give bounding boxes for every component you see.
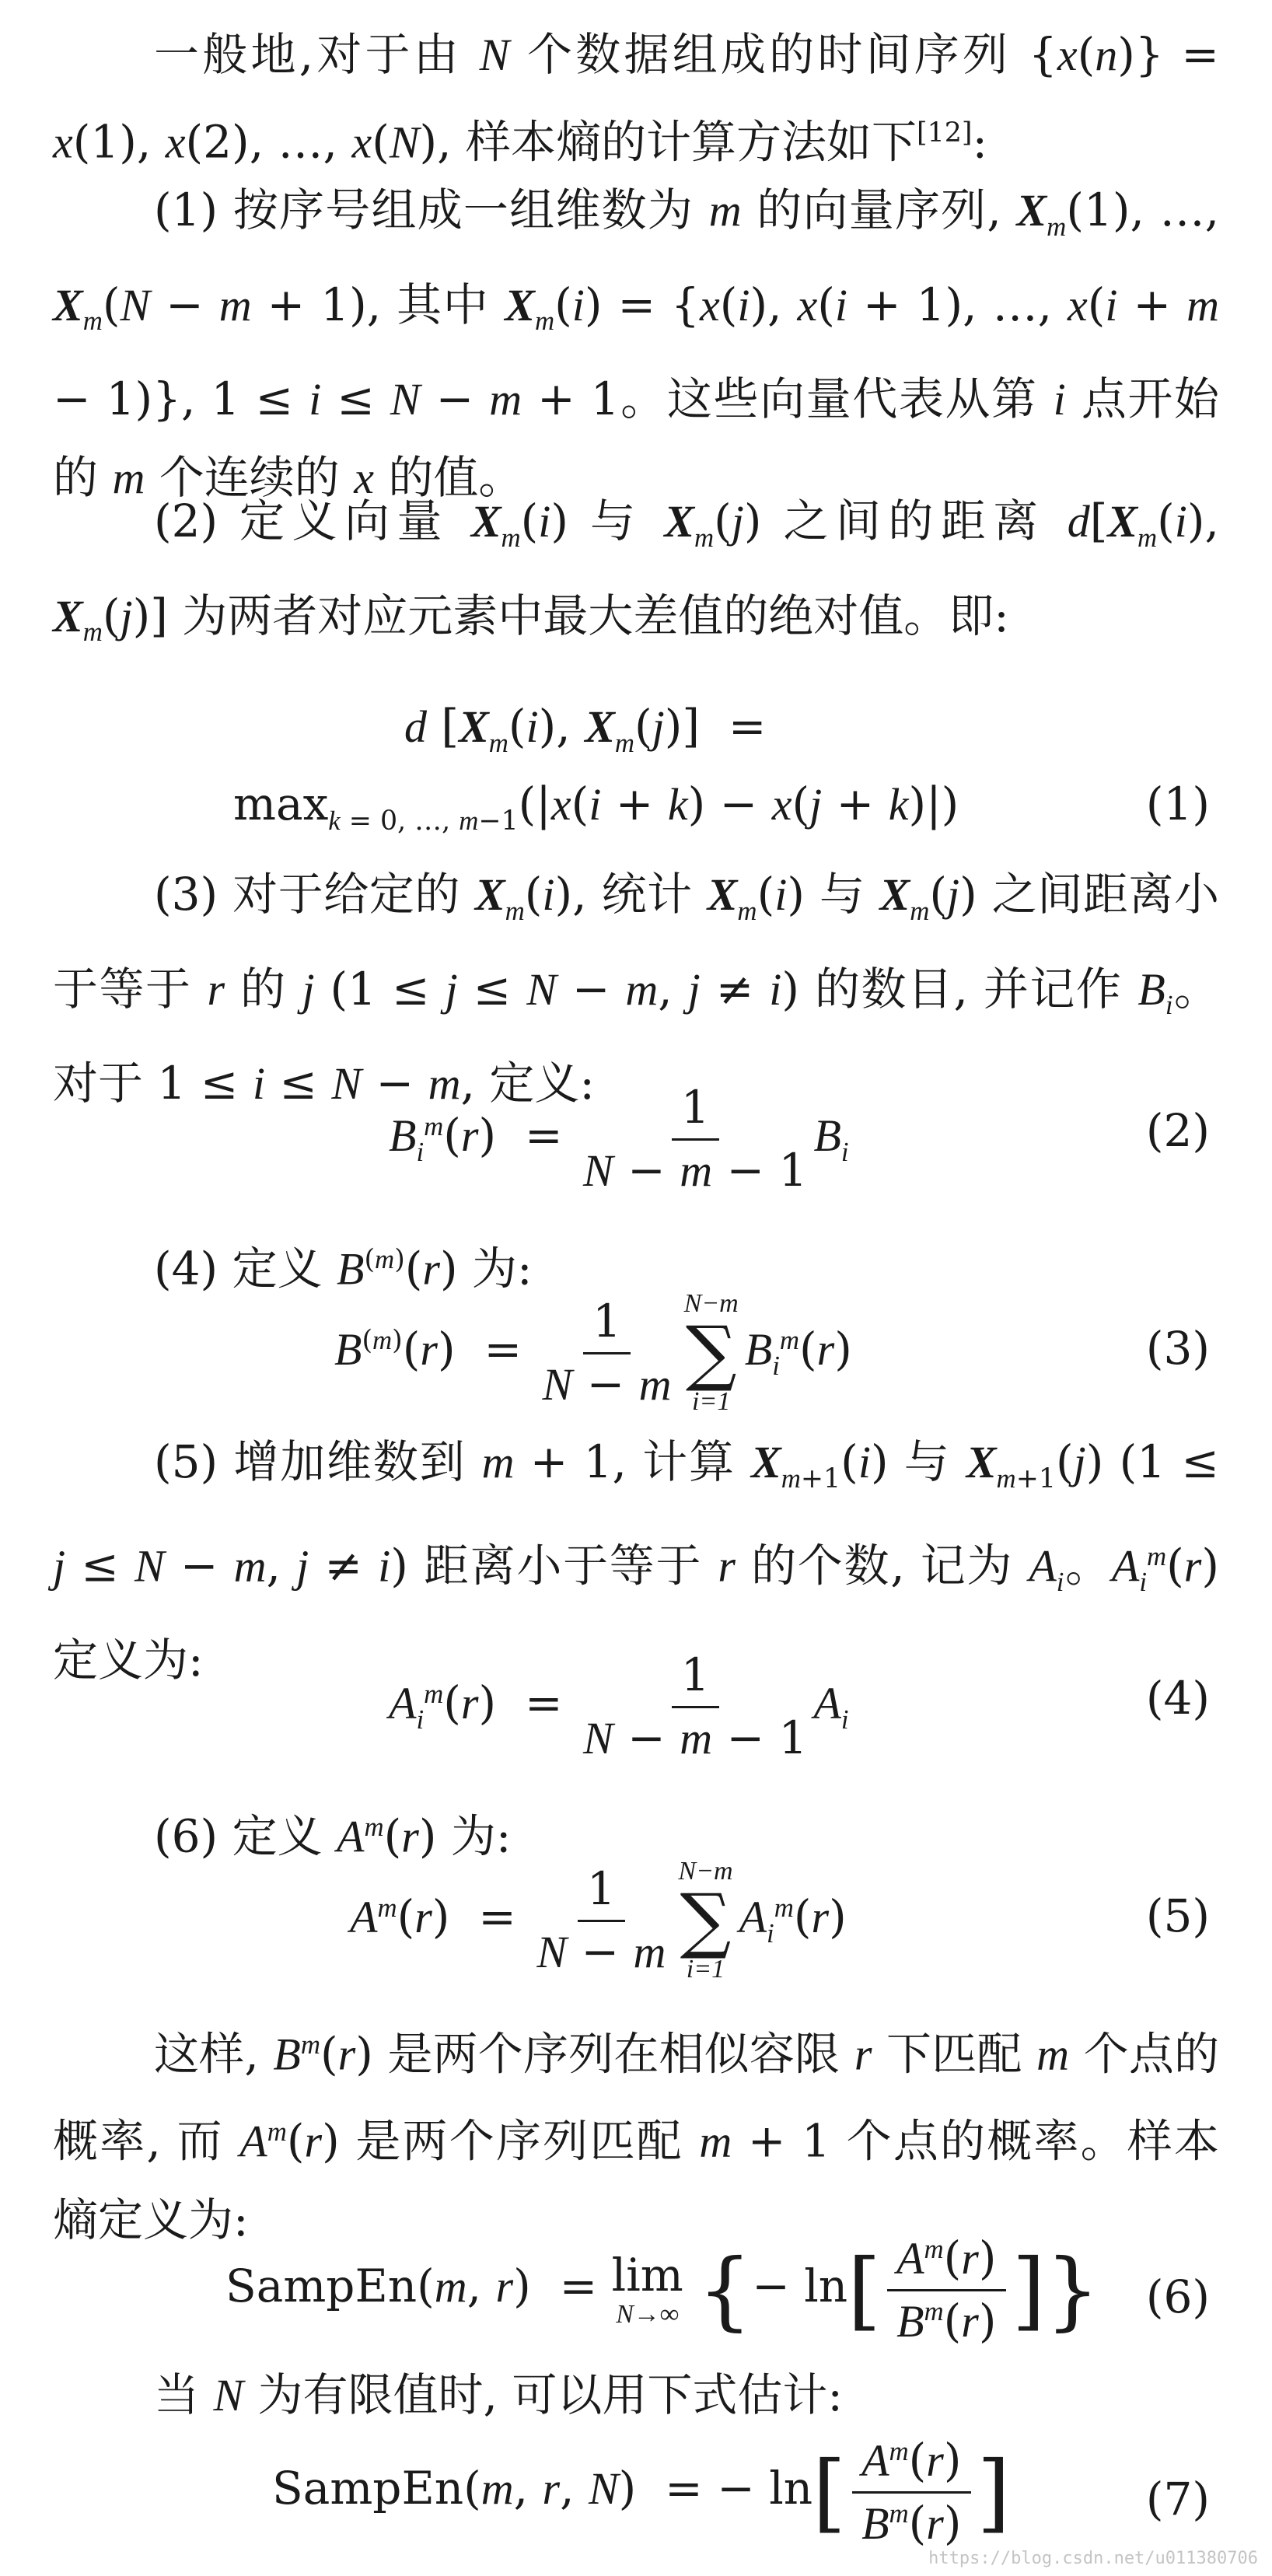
equation-number-6: (6)	[1145, 2270, 1210, 2323]
equation-2: $B_i^m(r)$ = $\frac{1}{N - m - 1}$ $B_i$	[389, 1081, 849, 1197]
summation-symbol: N−m ∑ i=1	[683, 1289, 739, 1416]
fraction: $\frac{1}{N - m}$	[536, 1861, 666, 1978]
fraction: $\frac{1}{N - m - 1}$	[583, 1648, 808, 1764]
step-2-paragraph: (2) 定义向量 $X_m(i)$ 与 $X_m(j)$ 之间的距离 $d[X_m(i)$, $X_m(j)$] 为两者对应元素中最大差值的绝对值。即:	[53, 495, 1219, 648]
equation-number-7: (7)	[1145, 2473, 1210, 2525]
watermark: https://blog.csdn.net/u011380706	[928, 2549, 1258, 2568]
equation-4: $A_i^m(r)$ = $\frac{1}{N - m - 1}$ $A_i$	[389, 1648, 849, 1764]
step-5-paragraph: (5) 增加维数到 m + 1, 计算 $X_{m+1}(i)$ 与 $X_{m+1}(j) (1 \le j \le N - m$, j ≠ i) 距离小于等于 r 的个数, 记为 $A_i$。$A_i^m(r)$ 定义为:	[53, 1435, 1219, 1686]
equation-7: SampEn(m, r, N) = − ln[ $\frac{A^m(r)}{B^m(r)}$ ]	[272, 2434, 1011, 2550]
reference-marker: [12]	[917, 117, 973, 149]
equation-3: $B^{(m)}(r)$ = $\frac{1}{N - m}$ N−m ∑ i=1 $B_i^m(r)$	[334, 1289, 852, 1416]
step-1-paragraph: (1) 按序号组成一组维数为 m 的向量序列, $X_m(1)$, …, $X_m(N - m + 1)$, 其中 $X_m(i) = \{x(i)$, x(i + 1), …, x(i + m − 1)}, 1 ≤ i ≤ N − m + 1。这些向量代表从第 i 点开始的 m 个连续的 x 的值。	[53, 184, 1220, 505]
step-6-paragraph: (6) 定义 $A^m(r)$ 为:	[154, 1809, 512, 1863]
step-3-paragraph: (3) 对于给定的 $X_m(i)$, 统计 $X_m(i)$ 与 $X_m(j)$ 之间距离小于等于 r 的 j (1 ≤ j ≤ N − m, j ≠ i) 的数目, 并记作 $B_i$。对于 1 ≤ i ≤ N − m, 定义:	[53, 868, 1219, 1110]
equation-number-5: (5)	[1145, 1889, 1210, 1942]
equation-1-line-2: $\max_{k = 0, \dots, m-1}(|x(i + k) - x(j + k)|)$	[233, 778, 959, 837]
limit-operator: lim N→∞	[611, 2248, 683, 2330]
intro-paragraph: 一般地,对于由 N 个数据组成的时间序列 {x(n)} = x(1), x(2), …, x(N), 样本熵的计算方法如下[12]:	[53, 28, 1220, 169]
equation-number-3: (3)	[1145, 1322, 1210, 1375]
fraction: $\frac{A^m(r)}{B^m(r)}$	[852, 2434, 970, 2550]
equation-number-2: (2)	[1145, 1104, 1210, 1157]
equation-1-line-1: d [$X_m(i)$, $X_m(j)$] =	[404, 700, 767, 758]
finite-case-paragraph: 当 N 为有限值时, 可以用下式估计:	[154, 2368, 843, 2421]
summation-symbol: N−m ∑ i=1	[678, 1857, 733, 1984]
step-4-paragraph: (4) 定义 $B^{(m)}(r)$ 为:	[154, 1242, 533, 1295]
equation-6: SampEn(m, r) = lim N→∞ {− ln[ $\frac{A^m(r)}{B^m(r)}$ ]}	[225, 2232, 1100, 2347]
fraction: $\frac{A^m(r)}{B^m(r)}$	[887, 2232, 1005, 2348]
fraction: $\frac{1}{N - m}$	[542, 1294, 672, 1410]
fraction: $\frac{1}{N - m - 1}$	[583, 1081, 808, 1197]
equation-number-4: (4)	[1145, 1672, 1210, 1725]
equation-5: $A^m(r)$ = $\frac{1}{N - m}$ N−m ∑ i=1 $A_i^m(r)$	[350, 1857, 847, 1984]
result-paragraph: 这样, $B^m(r)$ 是两个序列在相似容限 r 下匹配 m 个点的概率, 而 $A^m(r)$ 是两个序列匹配 m + 1 个点的概率。样本熵定义为:	[53, 2027, 1220, 2246]
equation-number-1: (1)	[1145, 778, 1210, 830]
